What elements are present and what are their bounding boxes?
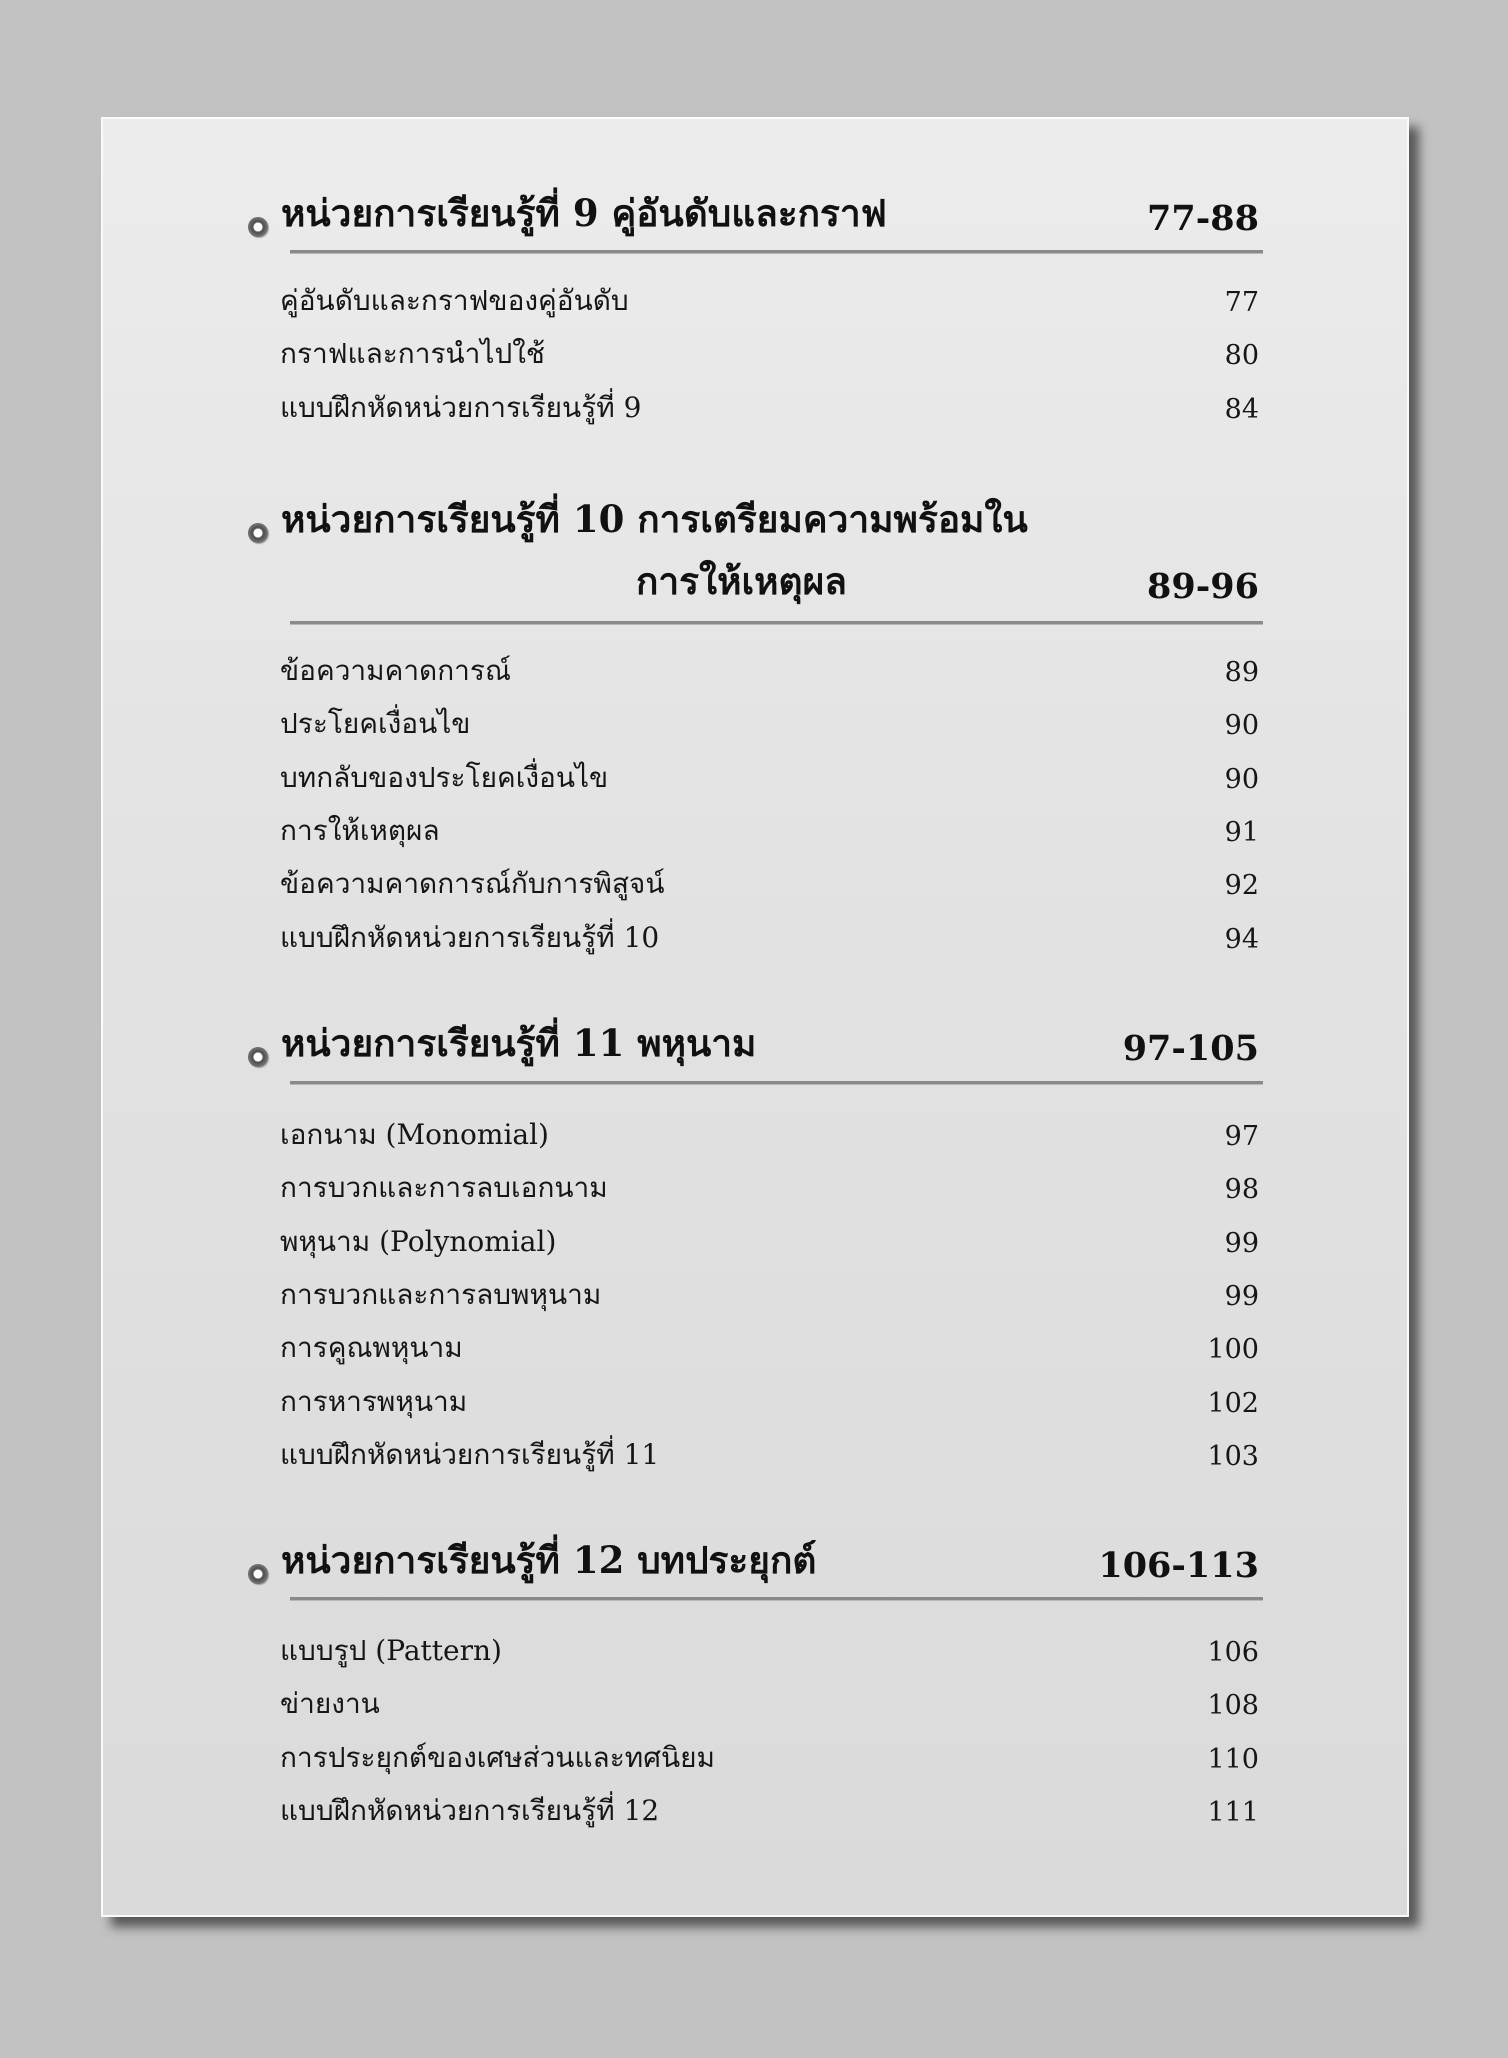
toc-entry-page: 91 [1224,817,1259,848]
toc-entry-label: การบวกและการลบพหุนาม [280,1278,602,1311]
unit-page-range: 89-96 [1147,566,1259,607]
toc-entry-label: ข้อความคาดการณ์กับการพิสูจน์ [280,867,665,900]
toc-entry[interactable] [103,1171,1407,1227]
toc-entry-page: 106 [1207,1637,1259,1668]
toc-entry[interactable] [103,1118,1407,1174]
toc-entry-page: 90 [1224,710,1259,741]
toc-entry-label: การหารพหุนาม [280,1385,468,1418]
toc-entry-label: คู่อันดับและกราฟของคู่อันดับ [280,284,629,317]
unit-page-range: 106-113 [1098,1545,1259,1586]
bullet-icon [248,523,268,543]
toc-entry-label: การให้เหตุผล [280,814,440,847]
toc-entry-label: ข่ายงาน [280,1687,380,1720]
unit-divider [290,1597,1263,1601]
toc-entry-label: การประยุกต์ของเศษส่วนและทศนิยม [280,1741,715,1774]
unit-title: หน่วยการเรียนรู้ที่ 10 การเตรียมความพร้อมใน [281,497,1028,541]
toc-entry-label: ข้อความคาดการณ์ [280,654,511,687]
toc-entry[interactable] [103,867,1407,923]
toc-entry[interactable] [103,284,1407,340]
toc-entry-label: แบบฝึกหัดหน่วยการเรียนรู้ที่ 12 [280,1794,660,1827]
toc-entry-page: 110 [1207,1744,1259,1775]
toc-entry[interactable] [103,654,1407,710]
bullet-icon [248,1564,268,1584]
toc-entry[interactable] [103,1225,1407,1281]
toc-entry-page: 89 [1224,657,1259,688]
bullet-icon [248,217,268,237]
toc-entry-page: 98 [1224,1174,1259,1205]
toc-entry-label: กราฟและการนำไปใช้ [280,337,545,370]
toc-entry-page: 77 [1224,287,1259,318]
toc-entry-label: บทกลับของประโยคเงื่อนไข [280,761,609,794]
toc-entry[interactable] [103,761,1407,817]
toc-entry-label: การบวกและการลบเอกนาม [280,1171,608,1204]
toc-entry-page: 90 [1224,764,1259,795]
toc-entry-page: 99 [1224,1281,1259,1312]
toc-entry[interactable] [103,814,1407,870]
unit-page-range: 97-105 [1122,1028,1259,1069]
bullet-icon [248,1047,268,1067]
toc-entry[interactable] [103,1278,1407,1334]
unit-title: หน่วยการเรียนรู้ที่ 11 พหุนาม [281,1021,757,1065]
toc-entry-page: 97 [1224,1121,1259,1152]
toc-page [101,117,1409,1917]
toc-entry-page: 99 [1224,1228,1259,1259]
toc-entry[interactable] [103,1741,1407,1797]
toc-entry[interactable] [103,391,1407,447]
toc-entry-label: แบบฝึกหัดหน่วยการเรียนรู้ที่ 9 [280,391,642,424]
toc-entry-label: พหุนาม (Polynomial) [280,1225,557,1258]
toc-entry[interactable] [103,707,1407,763]
toc-entry[interactable] [103,921,1407,977]
unit-divider [290,1081,1263,1085]
toc-entry-page: 94 [1224,924,1259,955]
toc-entry-label: ประโยคเงื่อนไข [280,707,471,740]
unit-title-line2: การให้เหตุผล [636,559,847,603]
toc-entry-label: แบบฝึกหัดหน่วยการเรียนรู้ที่ 11 [280,1438,660,1471]
unit-title: หน่วยการเรียนรู้ที่ 12 บทประยุกต์ [281,1538,817,1582]
unit-page-range: 77-88 [1147,198,1259,239]
unit-divider [290,621,1263,625]
toc-entry[interactable] [103,1438,1407,1494]
toc-entry-page: 108 [1207,1690,1259,1721]
toc-entry[interactable] [103,1687,1407,1743]
toc-entry[interactable] [103,1634,1407,1690]
toc-entry-label: แบบรูป (Pattern) [280,1634,502,1667]
unit-title: หน่วยการเรียนรู้ที่ 9 คู่อันดับและกราฟ [281,191,887,235]
unit-divider [290,250,1263,254]
toc-entry-page: 84 [1224,394,1259,425]
toc-entry-page: 92 [1224,870,1259,901]
toc-entry[interactable] [103,337,1407,393]
toc-entry[interactable] [103,1331,1407,1387]
toc-entry-label: เอกนาม (Monomial) [280,1118,549,1151]
toc-entry-label: การคูณพหุนาม [280,1331,463,1364]
toc-entry-label: แบบฝึกหัดหน่วยการเรียนรู้ที่ 10 [280,921,660,954]
toc-entry[interactable] [103,1385,1407,1441]
toc-entry-page: 103 [1207,1441,1259,1472]
toc-entry[interactable] [103,1794,1407,1850]
toc-entry-page: 102 [1207,1388,1259,1419]
toc-entry-page: 100 [1207,1334,1259,1365]
toc-entry-page: 80 [1224,340,1259,371]
toc-entry-page: 111 [1207,1797,1259,1828]
